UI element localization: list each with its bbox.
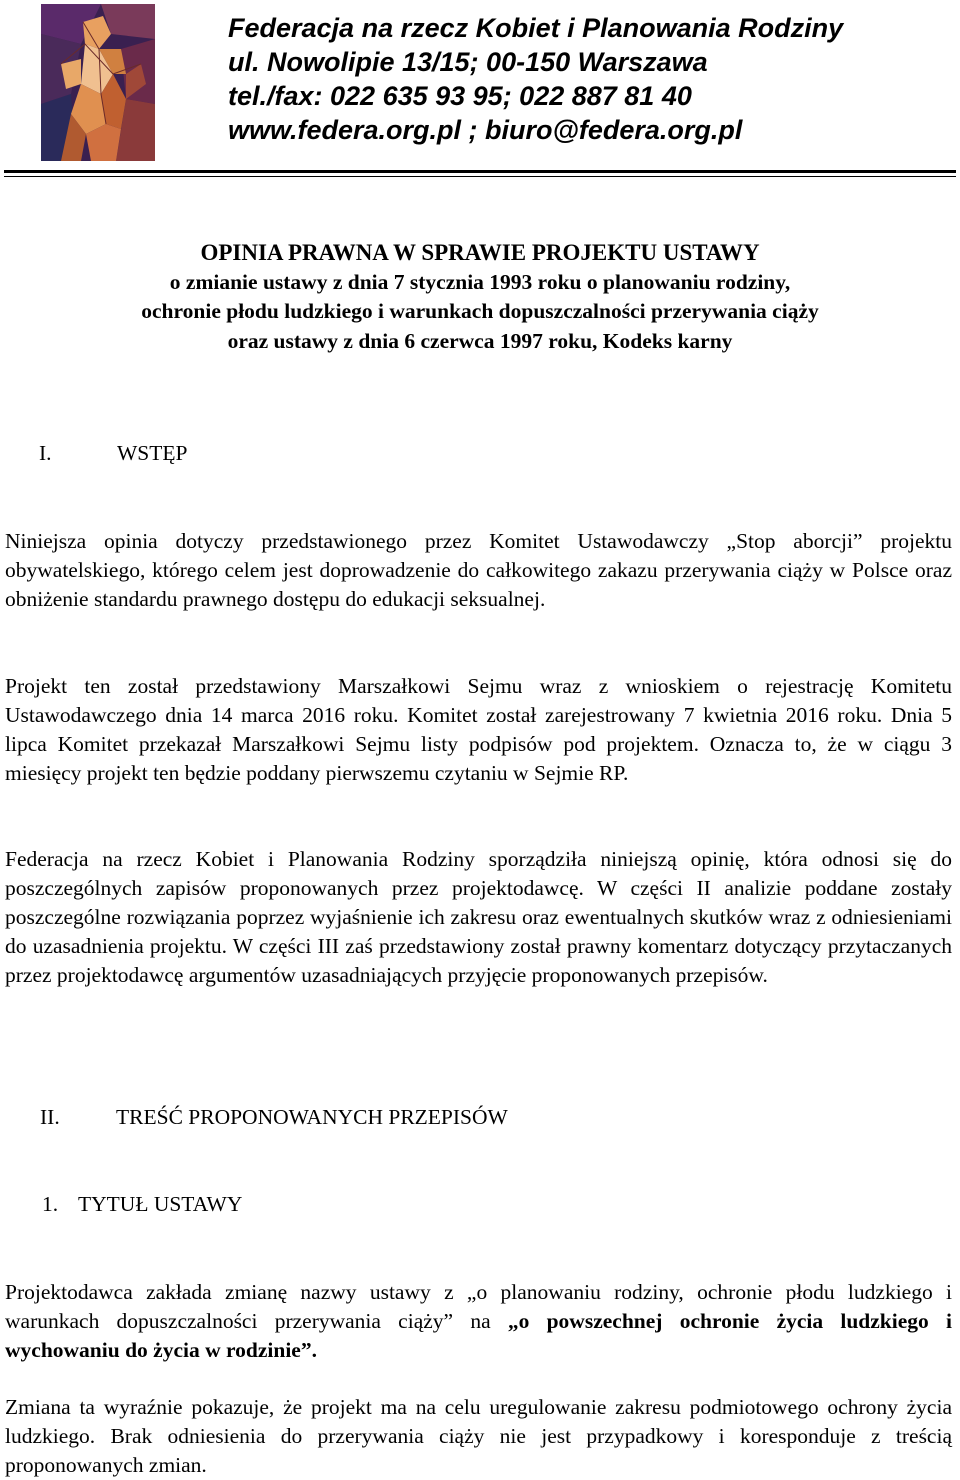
section-2-paragraph-1 xyxy=(5,1278,952,1365)
proposed-law-title: „o powszechnej ochronie życia ludzkiego i wychowaniu do życia w rodzinie”. xyxy=(5,1309,952,1362)
section-1-heading xyxy=(39,441,187,466)
subsection-1-title: TYTUŁ USTAWY xyxy=(78,1192,243,1216)
organization-phone: tel./fax: 022 635 93 95; 022 887 81 40 xyxy=(228,81,692,111)
section-1-number: I. xyxy=(39,441,52,465)
title-line-2: o zmianie ustawy z dnia 7 stycznia 1993 roku o planowaniu rodziny, xyxy=(169,269,791,294)
document-title xyxy=(0,238,960,356)
letterhead xyxy=(0,0,960,182)
section-1-title: WSTĘP xyxy=(117,441,188,465)
federation-logo xyxy=(41,4,155,161)
section-2-number: II. xyxy=(40,1105,60,1129)
organization-address: ul. Nowolipie 13/15; 00-150 Warszawa xyxy=(228,47,708,77)
section-1-paragraph-2: Projekt ten został przedstawiony Marszałkowi Sejmu wraz z wnioskiem o rejestrację Komitetu Ustawodawczego dnia 14 marca 2016 roku. Komitet został zarejestrowany 7 kwietnia 2016 roku. Dnia 5 lipca Komitet przekazał Marszałkowi Sejmu listy podpisów pod projektem. Oznacza to, że w ciągu 3 miesięcy projekt ten będzie poddany pierwszemu czytaniu w Sejmie RP. xyxy=(5,674,952,785)
section-1-paragraph-3: Federacja na rzecz Kobiet i Planowania Rodziny sporządziła niniejszą opinię, która odnosi się do poszczególnych zapisów proponowanych przez projektodawcę. W części II analizie poddane zostały poszczególne rozwiązania poprzez wyjaśnienie ich zakresu oraz ewentualnych skutków wraz z odniesieniami do uzasadnienia projektu. W części III zaś przedstawiony został prawny komentarz dotyczący przytaczanych przez projektodawcę argumentów uzasadniających przyjęcie proponowanych przepisów. xyxy=(5,847,952,987)
section-2-heading xyxy=(40,1105,508,1130)
organization-contact xyxy=(228,11,948,147)
subsection-1-number: 1. xyxy=(42,1192,59,1216)
header-rule-thin xyxy=(4,176,956,177)
section-1-paragraph-1: Niniejsza opinia dotyczy przedstawionego przez Komitet Ustawodawczy „Stop aborcji” projektu obywatelskiego, którego celem jest doprowadzenie do całkowitego zakazu przerywania ciąży w Polsce oraz obniżenie standardu prawnego dostępu do edukacji seksualnej. xyxy=(5,529,952,611)
title-line-4: oraz ustawy z dnia 6 czerwca 1997 roku, Kodeks karny xyxy=(227,328,733,353)
section-2-paragraph-1-text: Projektodawca zakłada zmianę nazwy ustawy z „o planowaniu rodziny, ochronie płodu ludzkiego i warunkach dopuszczalności przerywania ciąży” na xyxy=(5,1280,952,1333)
title-line-1: OPINIA PRAWNA W SPRAWIE PROJEKTU USTAWY xyxy=(200,240,760,265)
organization-name: Federacja na rzecz Kobiet i Planowania Rodziny xyxy=(228,13,844,43)
subsection-1-heading xyxy=(42,1192,242,1217)
title-line-3: ochronie płodu ludzkiego i warunkach dopuszczalności przerywania ciąży xyxy=(141,299,819,323)
section-2-title: TREŚĆ PROPONOWANYCH PRZEPISÓW xyxy=(116,1105,508,1129)
organization-web-email: www.federa.org.pl ; biuro@federa.org.pl xyxy=(228,115,743,145)
header-rule-thick xyxy=(4,170,956,173)
section-2-paragraph-2: Zmiana ta wyraźnie pokazuje, że projekt ma na celu uregulowanie zakresu podmiotowego ochrony życia ludzkiego. Brak odniesienia do przerywania ciąży nie jest przypadkowy i koresponduje z treścią proponowanych zmian. xyxy=(5,1395,952,1477)
